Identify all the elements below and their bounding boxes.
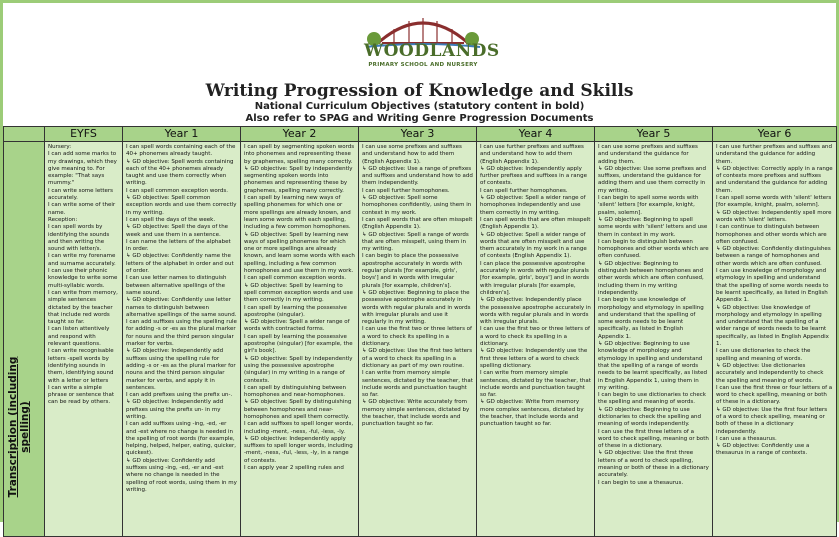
column-header: Year 1 [123,127,241,142]
table-cell-year-3 [359,142,477,537]
page-note: Also refer to SPAG and Writing Genre Progression Documents [245,113,594,124]
column-header: Year 6 [713,127,837,142]
column-header: Year 5 [595,127,713,142]
cell-text: I can use some prefixes and suffixes and understand how to add them (English Appendix 1). ↳ GD objective: Use a range of prefixes and suffixes and understand how to add them independently. I can spell further homophones. ↳ GD objective: Spell some homophones confidently, using them in context in my work. I can spell words that are often misspelt (English Appendix 1). ↳ GD objective: Spell a range of words that are often misspelt, using them in my writing. I can begin to place the possessive apostrophe accurately in words with regular plurals [for example, girls', boys'] and in words with irregular plurals [for example, children's]. ↳ GD objective: Beginning to place the possessive apostrophe accurately in words with regular plurals and in words with irregular plurals and use it regularly in my writing. I can use the first two or three letters of a word to check its spelling in a dictionary. ↳ GD objective: Use the first two letters of a word to check its spelling in a dictionary as part of my own routine. I can write from memory simple sentences, dictated by the teacher, that include words and punctuation taught so far. ↳ GD objective: Write accurately from memory simple sentences, dictated by the teacher, that include words and punctuation taught so far. [362,144,473,428]
cell-text: Nursery: I can add some marks to my drawings, which they give meaning to. For example: "That says mummy." I can write some letters accurately. I can write some of their name. Reception: I can spell words by identifying the sounds and then writing the sound with letter/s. I can write my forename and surname accurately. I can use their phonic knowledge to write some multi-syllabic words. I can write from memory, simple sentences dictated by the teacher that include red words taught so far. I can listen attentively and respond with relevant questions. I can write recognisable letters -spell words by identifying sounds in them, identifying sound with a letter or letters I can write a simple phrase or sentence that can be read by others. [48,144,118,406]
corner-cell [4,127,45,142]
column-header: EYFS [45,127,123,142]
table-cell-year-5 [595,142,713,537]
table-cell-year-6 [713,142,837,537]
column-header: Year 4 [477,127,595,142]
table-row [4,142,837,537]
cell-text: I can spell by segmenting spoken words into phonemes and representing these by graphemes, spelling many correctly. ↳ GD objective: Spell by independently segmenting spoken words into phonemes and representing these by graphemes, spelling many correctly. I can spell by learning new ways of spelling phonemes for which one or more spellings are already known, and learn some words with each spelling, including a few common homophones. ↳ GD objective: Spell by learning new ways of spelling phonemes for which one or more spellings are already known, and learn some words with each spelling, including a few common homophones and use them in my work. I can spell common exception words. ↳ GD objective: Spell by learning to spell common exception words and use them correctly in my writing. I can spell by learning the possessive apostrophe (singular). ↳ GD objective: Spell a wider range of words with contracted forms. I can spell by learning the possessive apostrophe (singular) [for example, the girl's book]. ↳ GD objective: Spell by independently using the possessive apostrophe (singular) in my writing in a range of contexts. I can spell by distinguishing between homophones and near-homophones. ↳ GD objective: Spell by distinguishing between homophones and near-homophones and spell them correctly. I can add suffixes to spell longer words, including -ment, -ness, -ful, -less, -ly. ↳ GD objective: Independently apply suffixes to spell longer words, including -ment, -ness, -ful, -less, -ly, in a range of contexts. I can apply year 2 spelling rules and [244,144,355,472]
cell-text: I can use further prefixes and suffixes and understand the guidance for adding them. ↳ GD objective: Correctly apply in a range of contexts more prefixes and suffixes and understand the guidance for adding them. I can spell some words with 'silent' letters [for example, knight, psalm, solemn]. ↳ GD objective: Independently spell more words with 'silent' letters. I can continue to distinguish between homophones and other words which are often confused. ↳ GD objective: Confidently distinguishes between a range of homophones and other words which are often confused. I can use knowledge of morphology and etymology in spelling and understand that the spelling of some words needs to be learnt specifically, as listed in English Appendix 1. ↳ GD objective: Use knowledge of morphology and etymology in spelling and understand that the spelling of a wider range of words needs to be learnt specifically, as listed in English Appendix 1. I can use dictionaries to check the spelling and meaning of words. ↳ GD objective: Use dictionaries accurately and independently to check the spelling and meaning of words. I can use the first three or four letters of a word to check spelling, meaning or both of these in a dictionary. ↳ GD objective: Use the first four letters of a word to check spelling, meaning or both of these in a dictionary independently. I can use a thesaurus. ↳ GD objective: Confidently use a thesaurus in a range of contexts. [716,144,833,457]
page-title: Writing Progression of Knowledge and Skills [205,81,634,101]
row-label: Transcription (including spelling) [7,356,31,498]
cell-text: I can spell words containing each of the 40+ phonemes already taught. ↳ GD objective: Spell words containing each of the 40+ phonemes already taught and use them correctly when writing. I can spell common exception words. ↳ GD objective: Spell common exception words and use them correctly in my writing. I can spell the days of the week. ↳ GD objective: Spell the days of the week and use them in a sentence. I can name the letters of the alphabet in order. ↳ GD objective: Confidently name the letters of the alphabet in order and out of order. I can use letter names to distinguish between alternative spellings of the same sound. ↳ GD objective: Confidently use letter names to distinguish between alternative spellings of the same sound. I can add suffixes using the spelling rule for adding -s or -es as the plural marker for nouns and the third person singular marker for verbs. ↳ GD objective: Independently add suffixes using the spelling rule for adding -s or -es as the plural marker for nouns and the third person singular marker for verbs, and apply it in sentences. I can add prefixes using the prefix un-. ↳ GD objective: Independently add prefixes using the prefix un- in my writing. I can add suffixes using -ing, -ed, -er and -est where no change is needed in the spelling of root words (for example, helping, helped, helper, eating, quicker, quickest). ↳ GD objective: Confidently add suffixes using -ing, -ed, -er and -est where no change is needed in the spelling of root words, using them in my writing. [126,144,237,493]
table-cell-year-4 [477,142,595,537]
cell-text: I can use further prefixes and suffixes and understand how to add them (English Appendix 1). ↳ GD objective: Independently apply further prefixes and suffixes in a range of contexts. I can spell further homophones. ↳ GD objective: Spell a wider range of homophones independently and use them correctly in my writing. I can spell words that are often misspelt (English Appendix 1). ↳ GD objective: Spell a wider range of words that are often misspelt and use them accurately in my work in a range of contexts (English Appendix 1). I can place the possessive apostrophe accurately in words with regular plurals [for example, girls', boys'] and in words with irregular plurals [for example, children's]. ↳ GD objective: Independently place the possessive apostrophe accurately in words with regular plurals and in words with irregular plurals. I can use the first two or three letters of a word to check its spelling in a dictionary. ↳ GD objective: Independently use the first three letters of a word to check spelling dictionary. I can write from memory simple sentences, dictated by the teacher, that include words and punctuation taught so far. ↳ GD objective: Write from memory more complex sentences, dictated by the teacher, that include words and punctuation taught so far. [480,144,591,428]
column-header: Year 3 [359,127,477,142]
cell-text: I can use some prefixes and suffixes and understand the guidance for adding them. ↳ GD objective: Use some prefixes and suffixes, understand the guidance for adding them and use them correctly in my writing. I can begin to spell some words with 'silent' letters [for example, knight, psalm, solemn]. ↳ GD objective: Beginning to spell some words with 'silent' letters and use them in context in my work. I can begin to distinguish between homophones and other words which are often confused. ↳ GD objective: Beginning to distinguish between homophones and other words which are often confused, including them in my writing independently. I can begin to use knowledge of morphology and etymology in spelling and understand that the spelling of some words needs to be learnt specifically, as listed in English Appendix 1. ↳ GD objective: Beginning to use knowledge of morphology and etymology in spelling and understand that the spelling of a range of words needs to be learnt specifically, as listed in English Appendix 1, using them in my writing. I can begin to use dictionaries to check the spelling and meaning of words. ↳ GD objective: Beginning to use dictionaries to check the spelling and meaning of words independently. I can use the first three letters of a word to check spelling, meaning or both of these in a dictionary. ↳ GD objective: Use the first three letters of a word to check spelling, meaning or both of these in a dictionary accurately. I can begin to use a thesaurus. [598,144,709,486]
progression-table [3,126,837,537]
row-header [4,142,45,537]
page-subtitle: National Curriculum Objectives (statutory content in bold) [254,101,585,112]
table-cell-year-2 [241,142,359,537]
school-logo [364,9,500,81]
school-subname: PRIMARY SCHOOL AND NURSERY [368,62,478,68]
header-row [4,127,837,142]
school-name: WOODLANDS [364,41,500,61]
table-cell-eyfs [45,142,123,537]
column-header: Year 2 [241,127,359,142]
table-cell-year-1 [123,142,241,537]
